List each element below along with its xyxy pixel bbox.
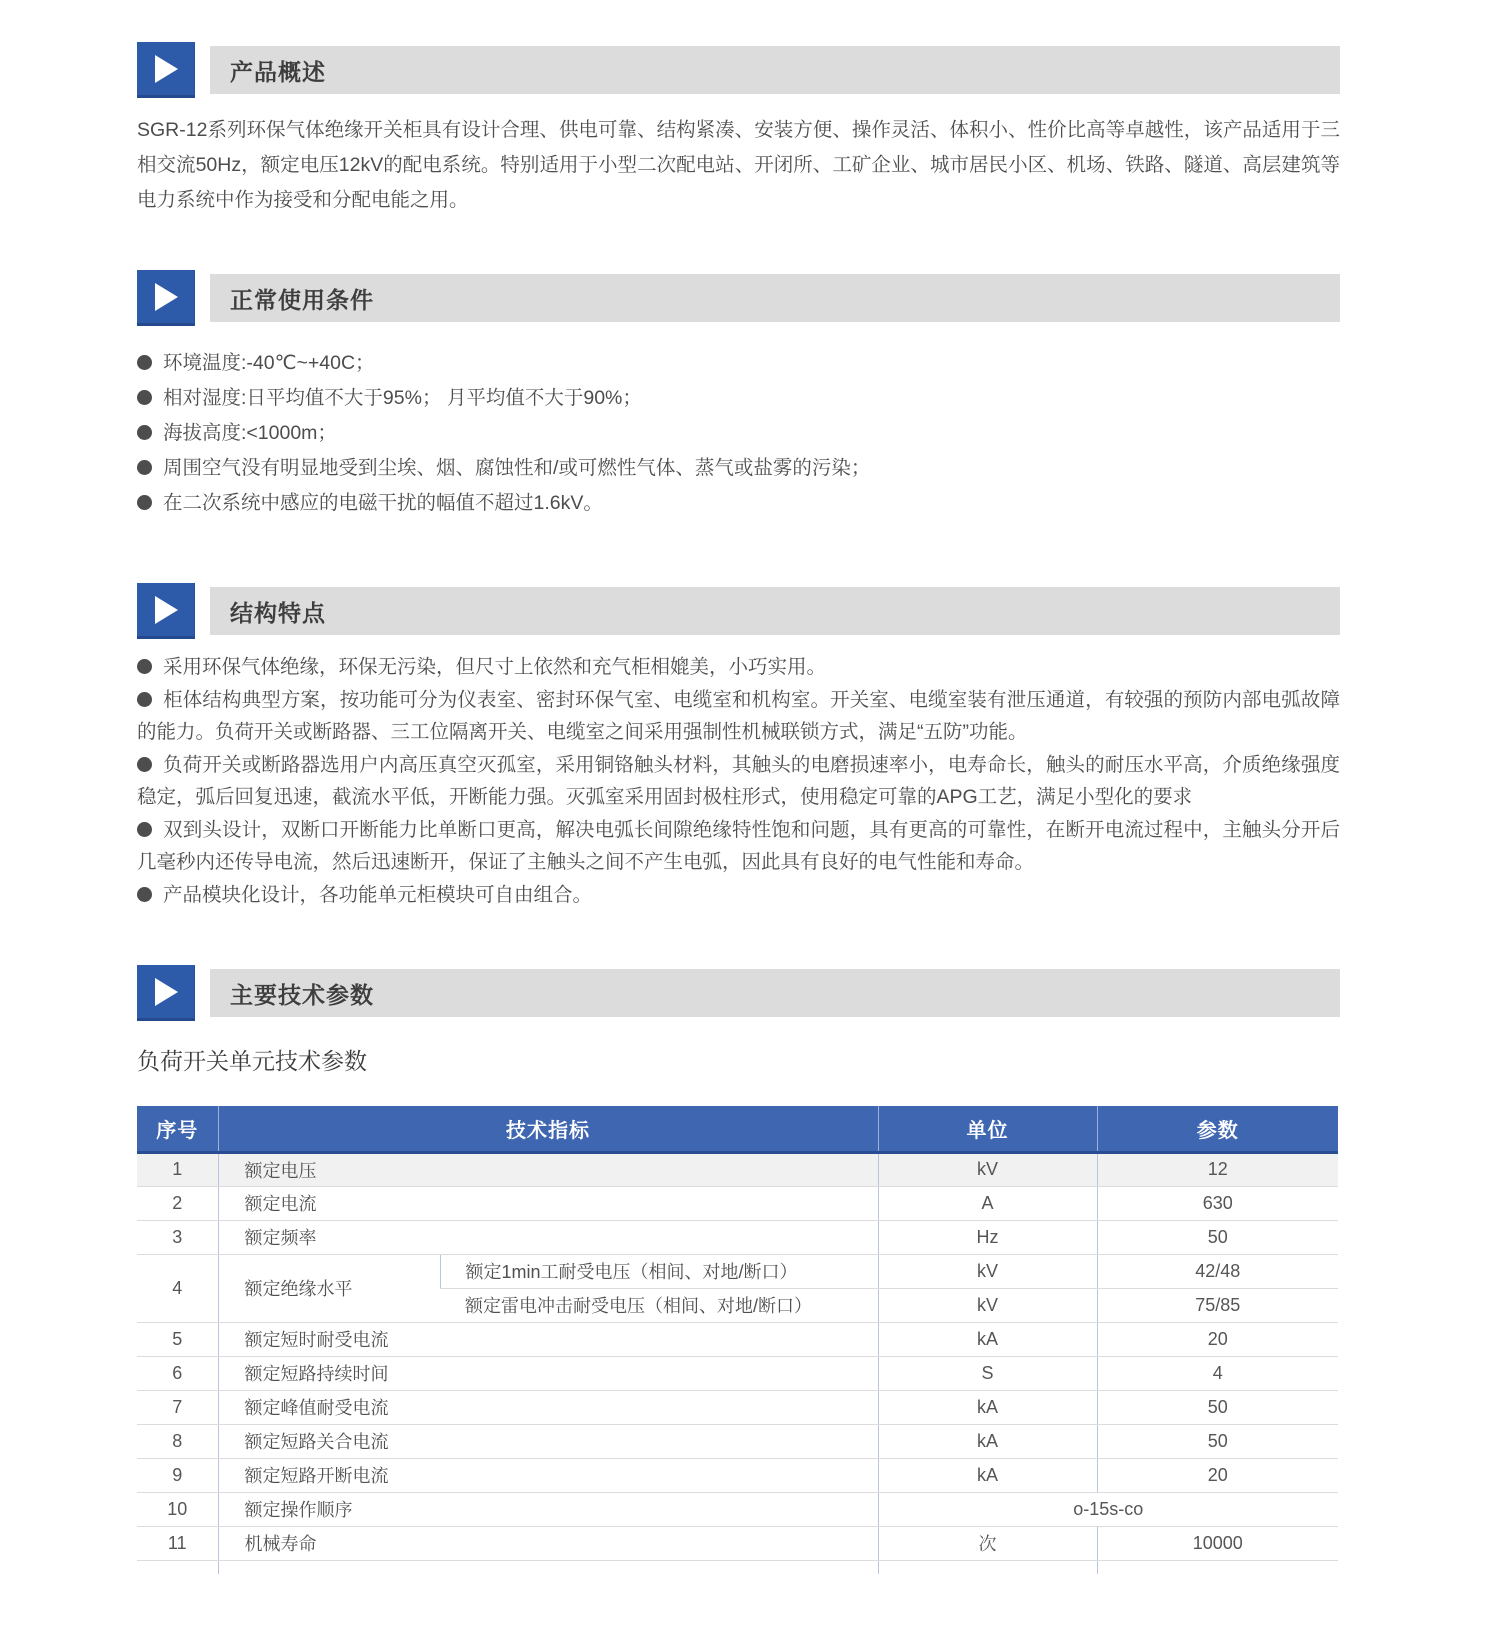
cell-label: 额定电压: [218, 1152, 878, 1186]
list-item: [137, 879, 1340, 912]
section-header-params: [137, 965, 1340, 1021]
cell-value: 630: [1097, 1186, 1338, 1220]
cell-no: 10: [137, 1492, 218, 1526]
cell-no: 4: [137, 1254, 218, 1322]
list-item: [137, 814, 1340, 879]
list-item-text: 相对湿度:日平均值不大于95%； 月平均值不大于90%；: [163, 387, 642, 409]
bullet-icon: [137, 659, 152, 674]
cell-no: 5: [137, 1322, 218, 1356]
list-item: [137, 684, 1340, 749]
cell-unit: kV: [878, 1254, 1097, 1288]
cell-label: 额定绝缘水平: [218, 1254, 440, 1322]
list-item-text: 负荷开关或断路器选用户内高压真空灭孤室，采用铜铬触头材料，其触头的电磨损速率小，电寿命长，触头的耐压水平高，介质绝缘强度稳定，弧后回复迅速，截流水平低，开断能力强。灭弧室采用固封极柱形式，使用稳定可靠的APG工艺，满足小型化的要求: [137, 753, 1340, 808]
list-item-text: 产品模块化设计，各功能单元柜模块可自由组合。: [163, 883, 593, 906]
overview-paragraph: SGR-12系列环保气体绝缘开关柜具有设计合理、供电可靠、结构紧凑、安装方便、操作灵活、体积小、性价比高等卓越性，该产品适用于三相交流50Hz，额定电压12kV的配电系统。特别适用于小型二次配电站、开闭所、工矿企业、城市居民小区、机场、铁路、隧道、高层建筑等电力系统中作为接受和分配电能之用。: [137, 119, 1340, 211]
list-item-text: 在二次系统中感应的电磁干扰的幅值不超过1.6kV。: [163, 492, 603, 514]
section-header-features: [137, 583, 1340, 639]
cell-label: 额定短路持续时间: [218, 1356, 878, 1390]
cell-unit: Hz: [878, 1220, 1097, 1254]
cell-label: 额定短路关合电流: [218, 1424, 878, 1458]
features-list: [137, 651, 1340, 911]
list-item: [137, 416, 1340, 451]
cell-value: 10000: [1097, 1526, 1338, 1560]
cell-label: 额定短时耐受电流: [218, 1322, 878, 1356]
section-title: 产品概述: [230, 58, 326, 85]
cell-value: 75/85: [1097, 1288, 1338, 1322]
bullet-icon: [137, 460, 152, 475]
list-item-text: 周围空气没有明显地受到尘埃、烟、腐蚀性和/或可燃性气体、蒸气或盐雾的污染；: [163, 457, 871, 479]
bullet-icon: [137, 425, 152, 440]
arrow-right-icon: [137, 965, 195, 1021]
cell-unit: S: [878, 1356, 1097, 1390]
cell-value: 50: [1097, 1424, 1338, 1458]
list-item: [137, 486, 1340, 521]
cell-label: 额定峰值耐受电流: [218, 1390, 878, 1424]
table-subtitle: 负荷开关单元技术参数: [137, 1048, 367, 1074]
parameters-table: [137, 1106, 1338, 1561]
col-header-indicator: 技术指标: [218, 1106, 878, 1152]
cell-no: 6: [137, 1356, 218, 1390]
bullet-icon: [137, 692, 152, 707]
table-header-row: [137, 1106, 1338, 1152]
column-rule-stub: [218, 1561, 219, 1574]
arrow-right-icon: [137, 583, 195, 639]
col-header-no: 序号: [137, 1106, 218, 1152]
cell-unit: kA: [878, 1322, 1097, 1356]
cell-unit: kV: [878, 1288, 1097, 1322]
list-item-text: 海拔高度:<1000m；: [163, 422, 337, 444]
table-row: [137, 1492, 1338, 1526]
cell-unit: kA: [878, 1424, 1097, 1458]
page-content: [137, 42, 1340, 1561]
cell-value: 20: [1097, 1322, 1338, 1356]
list-item: [137, 346, 1340, 381]
table-row: [137, 1424, 1338, 1458]
cell-no: 7: [137, 1390, 218, 1424]
conditions-list: [137, 346, 1340, 521]
cell-no: 8: [137, 1424, 218, 1458]
arrow-right-icon: [137, 42, 195, 98]
cell-unit: kA: [878, 1390, 1097, 1424]
cell-no: 1: [137, 1152, 218, 1186]
bullet-icon: [137, 887, 152, 902]
cell-value: 4: [1097, 1356, 1338, 1390]
parameters-table-wrap: [137, 1106, 1340, 1561]
cell-no: 11: [137, 1526, 218, 1560]
section-title: 结构特点: [230, 599, 326, 626]
cell-sublabel: 额定1min工耐受电压（相间、对地/断口）: [440, 1254, 878, 1288]
column-rule-stub: [1097, 1561, 1098, 1574]
cell-unit: 次: [878, 1526, 1097, 1560]
table-row: [137, 1526, 1338, 1560]
list-item: [137, 749, 1340, 814]
cell-sublabel: 额定雷电冲击耐受电压（相间、对地/断口）: [440, 1288, 878, 1322]
section-title: 主要技术参数: [230, 981, 374, 1008]
bullet-icon: [137, 390, 152, 405]
section-title-bar: [210, 969, 1340, 1017]
section-header-conditions: [137, 270, 1340, 326]
bullet-icon: [137, 495, 152, 510]
section-header-overview: [137, 42, 1340, 98]
table-row: [137, 1390, 1338, 1424]
col-header-unit: 单位: [878, 1106, 1097, 1152]
list-item: [137, 451, 1340, 486]
bullet-icon: [137, 822, 152, 837]
table-row: [137, 1458, 1338, 1492]
cell-label: 机械寿命: [218, 1526, 878, 1560]
column-rule-stub: [878, 1561, 879, 1574]
table-row: [137, 1254, 1338, 1288]
cell-unit: kV: [878, 1152, 1097, 1186]
bullet-icon: [137, 757, 152, 772]
arrow-right-icon: [137, 270, 195, 326]
cell-label: 额定短路开断电流: [218, 1458, 878, 1492]
cell-no: 9: [137, 1458, 218, 1492]
cell-label: 额定电流: [218, 1186, 878, 1220]
list-item-text: 采用环保气体绝缘，环保无污染，但尺寸上依然和充气柜相媲美，小巧实用。: [163, 656, 827, 678]
list-item-text: 柜体结构典型方案，按功能可分为仪表室、密封环保气室、电缆室和机构室。开关室、电缆室装有泄压通道，有较强的预防内部电弧故障的能力。负荷开关或断路器、三工位隔离开关、电缆室之间采用强制性机械联锁方式，满足“五防”功能。: [137, 688, 1340, 743]
list-item: [137, 381, 1340, 416]
section-title-bar: [210, 274, 1340, 322]
list-item-text: 双到头设计，双断口开断能力比单断口更高，解决电弧长间隙绝缘特性饱和问题，具有更高的可靠性，在断开电流过程中，主触头分开后几毫秒内还传导电流，然后迅速断开，保证了主触头之间不产生电弧，因此具有良好的电气性能和寿命。: [137, 818, 1340, 873]
section-title-bar: [210, 46, 1340, 94]
cell-value: 42/48: [1097, 1254, 1338, 1288]
cell-unit: A: [878, 1186, 1097, 1220]
cell-no: 3: [137, 1220, 218, 1254]
table-row: [137, 1152, 1338, 1186]
list-item-text: 环境温度:-40℃~+40C；: [163, 352, 375, 374]
table-row: [137, 1322, 1338, 1356]
bullet-icon: [137, 355, 152, 370]
cell-value: 50: [1097, 1220, 1338, 1254]
section-title: 正常使用条件: [230, 286, 374, 313]
cell-value: 20: [1097, 1458, 1338, 1492]
table-row: [137, 1186, 1338, 1220]
section-title-bar: [210, 587, 1340, 635]
cell-unit: kA: [878, 1458, 1097, 1492]
cell-merged-value: o-15s-co: [878, 1492, 1338, 1526]
cell-no: 2: [137, 1186, 218, 1220]
cell-label: 额定操作顺序: [218, 1492, 878, 1526]
list-item: [137, 651, 1340, 684]
cell-value: 12: [1097, 1152, 1338, 1186]
table-row: [137, 1220, 1338, 1254]
col-header-value: 参数: [1097, 1106, 1338, 1152]
table-row: [137, 1356, 1338, 1390]
cell-value: 50: [1097, 1390, 1338, 1424]
cell-label: 额定频率: [218, 1220, 878, 1254]
